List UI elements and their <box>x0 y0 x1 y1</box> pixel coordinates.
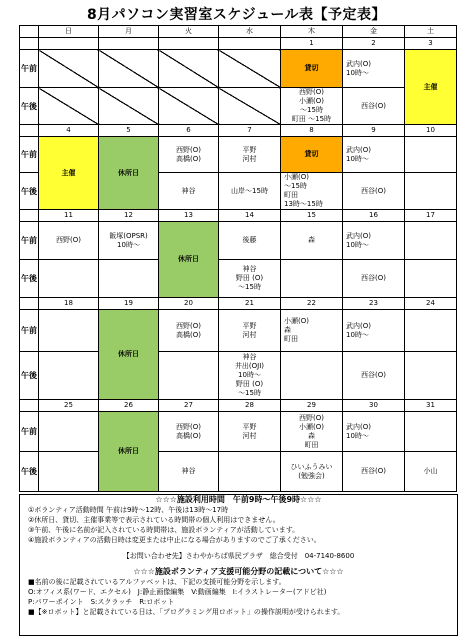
schedule-cell: 山岸～15時 <box>219 173 281 210</box>
schedule-cell <box>405 137 457 173</box>
weekday-header: 木 <box>281 26 343 38</box>
support-line-3: P:パワーポイント S:スクラッチ R:ロボット <box>28 598 175 606</box>
day-number: 3 <box>405 38 457 50</box>
schedule-cell <box>405 310 457 352</box>
day-number: 29 <box>281 400 343 412</box>
schedule-cell: 武内(O) 10時～ <box>343 222 405 260</box>
schedule-cell <box>281 352 343 400</box>
day-number: 9 <box>343 125 405 137</box>
schedule-cell: 武内(O) 10時～ <box>343 50 405 88</box>
schedule-cell <box>219 50 281 88</box>
schedule-cell <box>39 88 99 125</box>
schedule-cell: 貸切 <box>281 137 343 173</box>
schedule-cell: 休所日 <box>159 222 219 298</box>
day-number: 11 <box>39 210 99 222</box>
schedule-cell: 平野 河村 <box>219 310 281 352</box>
schedule-cell: 西野(O) 小瀬(O) 森 町田 <box>281 412 343 452</box>
note-1: ①ボランティア活動時間 午前は9時～12時、午後は13時～17時 <box>28 506 229 514</box>
weekday-header: 金 <box>343 26 405 38</box>
day-number: 27 <box>159 400 219 412</box>
schedule-cell <box>159 50 219 88</box>
schedule-cell <box>405 222 457 260</box>
day-number: 14 <box>219 210 281 222</box>
schedule-cell: 休所日 <box>99 412 159 492</box>
schedule-cell: 神谷 <box>159 452 219 492</box>
schedule-cell: 武内(O) 10時～ <box>343 137 405 173</box>
day-number: 19 <box>99 298 159 310</box>
schedule-cell: 小瀬(O) ～15時 町田 13時～15時 <box>281 173 343 210</box>
slot-label-am: 午前 <box>20 412 39 452</box>
schedule-cell: 西谷(O) <box>343 452 405 492</box>
day-number: 20 <box>159 298 219 310</box>
weekday-header: 月 <box>99 26 159 38</box>
support-title: ☆☆☆施設ボランティア支援可能分野の記載について☆☆☆ <box>133 567 344 576</box>
schedule-cell: 神谷 <box>159 173 219 210</box>
schedule-cell <box>39 260 99 298</box>
schedule-cell: 武内(O) 10時～ <box>343 310 405 352</box>
info-box <box>19 494 458 636</box>
week-label-cell <box>20 298 39 310</box>
schedule-cell: 主催 <box>405 50 457 125</box>
slot-label-pm: 午後 <box>20 352 39 400</box>
slot-label-am: 午前 <box>20 222 39 260</box>
slot-label-pm: 午後 <box>20 173 39 210</box>
slot-label-am: 午前 <box>20 310 39 352</box>
schedule-cell: 西野(O) 小瀬(O) ～15時 町田 ～15時 <box>281 88 343 125</box>
note-4: ④施設ボランティアの活動日時は変更または中止になる場合がありますのでご了承ください。 <box>28 536 321 544</box>
day-number: 23 <box>343 298 405 310</box>
day-number <box>159 38 219 50</box>
note-3: ③午前、午後に名前が記入されている時間帯は、施設ボランティアが活動しています。 <box>28 526 300 534</box>
schedule-cell <box>99 50 159 88</box>
day-number: 31 <box>405 400 457 412</box>
slot-label-pm: 午後 <box>20 452 39 492</box>
schedule-cell: 平野 河村 <box>219 412 281 452</box>
day-number: 2 <box>343 38 405 50</box>
schedule-cell <box>39 310 99 352</box>
schedule-cell <box>405 173 457 210</box>
day-number: 24 <box>405 298 457 310</box>
slot-label-pm: 午後 <box>20 260 39 298</box>
day-number <box>39 38 99 50</box>
schedule-cell <box>159 352 219 400</box>
schedule-cell: 主催 <box>39 137 99 210</box>
support-line-4: ■【※ロボット】と記載されている日は、「プログラミング用ロボット」の操作説明が受けられます。 <box>28 608 345 616</box>
day-number: 1 <box>281 38 343 50</box>
schedule-cell: 西野(O) <box>39 222 99 260</box>
day-number: 18 <box>39 298 99 310</box>
schedule-cell <box>39 412 99 452</box>
weekday-header: 土 <box>405 26 457 38</box>
schedule-table <box>19 25 457 492</box>
week-label-cell <box>20 38 39 50</box>
day-number: 6 <box>159 125 219 137</box>
schedule-cell: 飯塚(OPSR) 10時～ <box>99 222 159 260</box>
day-number: 17 <box>405 210 457 222</box>
page-title: 8月パソコン実習室スケジュール表【予定表】 <box>86 7 387 23</box>
note-2: ②休所日、貸切、主催事業等で表示されている時間帯の個人利用はできません。 <box>28 516 280 524</box>
week-label-cell <box>20 400 39 412</box>
day-number: 25 <box>39 400 99 412</box>
schedule-cell: 小山 <box>405 452 457 492</box>
schedule-cell: 西野(O) 高橋(O) <box>159 412 219 452</box>
schedule-cell: 西谷(O) <box>343 352 405 400</box>
day-number: 28 <box>219 400 281 412</box>
weekday-header: 水 <box>219 26 281 38</box>
schedule-cell: 神谷 野田 (O) ～15時 <box>219 260 281 298</box>
day-number <box>99 38 159 50</box>
schedule-cell <box>39 352 99 400</box>
schedule-cell: 西谷(O) <box>343 260 405 298</box>
schedule-cell: 休所日 <box>99 137 159 210</box>
schedule-cell <box>99 260 159 298</box>
day-number: 22 <box>281 298 343 310</box>
slot-label-pm: 午後 <box>20 88 39 125</box>
corner-cell <box>20 26 39 38</box>
schedule-cell: 西野(O) 高橋(O) <box>159 310 219 352</box>
schedule-cell <box>405 352 457 400</box>
support-line-2: O:オフィス系(ワード、エクセル) J:静止画像編集 V:動画編集 I:イラストレーター(アドビ社) <box>28 588 327 596</box>
day-number: 10 <box>405 125 457 137</box>
support-line-1: ■名前の後に記載されているアルファベットは、下記の支援可能分野を示します。 <box>28 578 286 586</box>
day-number: 26 <box>99 400 159 412</box>
day-number: 15 <box>281 210 343 222</box>
schedule-cell: 小瀬(O) 森 町田 <box>281 310 343 352</box>
contact-info: 【お問い合わせ先】さわやかちば県民プラザ 総合受付 04-7140-8600 <box>122 552 355 560</box>
day-number: 16 <box>343 210 405 222</box>
schedule-cell <box>405 412 457 452</box>
schedule-cell: ひいふうみい (勉強会) <box>281 452 343 492</box>
schedule-cell <box>281 260 343 298</box>
day-number: 13 <box>159 210 219 222</box>
schedule-cell: 西野(O) 高橋(O) <box>159 137 219 173</box>
schedule-cell: 西谷(O) <box>343 88 405 125</box>
week-label-cell <box>20 210 39 222</box>
schedule-cell: 平野 河村 <box>219 137 281 173</box>
day-number: 7 <box>219 125 281 137</box>
schedule-cell: 森 <box>281 222 343 260</box>
schedule-cell <box>39 452 99 492</box>
day-number: 30 <box>343 400 405 412</box>
day-number: 12 <box>99 210 159 222</box>
day-number <box>219 38 281 50</box>
schedule-cell <box>99 88 159 125</box>
schedule-cell <box>39 50 99 88</box>
schedule-cell <box>219 452 281 492</box>
schedule-cell: 休所日 <box>99 310 159 400</box>
weekday-header: 火 <box>159 26 219 38</box>
day-number: 5 <box>99 125 159 137</box>
week-label-cell <box>20 125 39 137</box>
schedule-cell: 貸切 <box>281 50 343 88</box>
slot-label-am: 午前 <box>20 137 39 173</box>
weekday-header: 日 <box>39 26 99 38</box>
day-number: 8 <box>281 125 343 137</box>
schedule-cell: 後藤 <box>219 222 281 260</box>
schedule-cell <box>159 88 219 125</box>
schedule-cell: 武内(O) 10時～ <box>343 412 405 452</box>
hours-title: ☆☆☆施設利用時間 午前9時～午後9時☆☆☆ <box>155 495 322 504</box>
day-number: 4 <box>39 125 99 137</box>
schedule-cell <box>219 88 281 125</box>
slot-label-am: 午前 <box>20 50 39 88</box>
schedule-cell: 西谷(O) <box>343 173 405 210</box>
schedule-cell: 神谷 井出(OJI) 10時～ 野田 (O) ～15時 <box>219 352 281 400</box>
schedule-cell <box>405 260 457 298</box>
day-number: 21 <box>219 298 281 310</box>
